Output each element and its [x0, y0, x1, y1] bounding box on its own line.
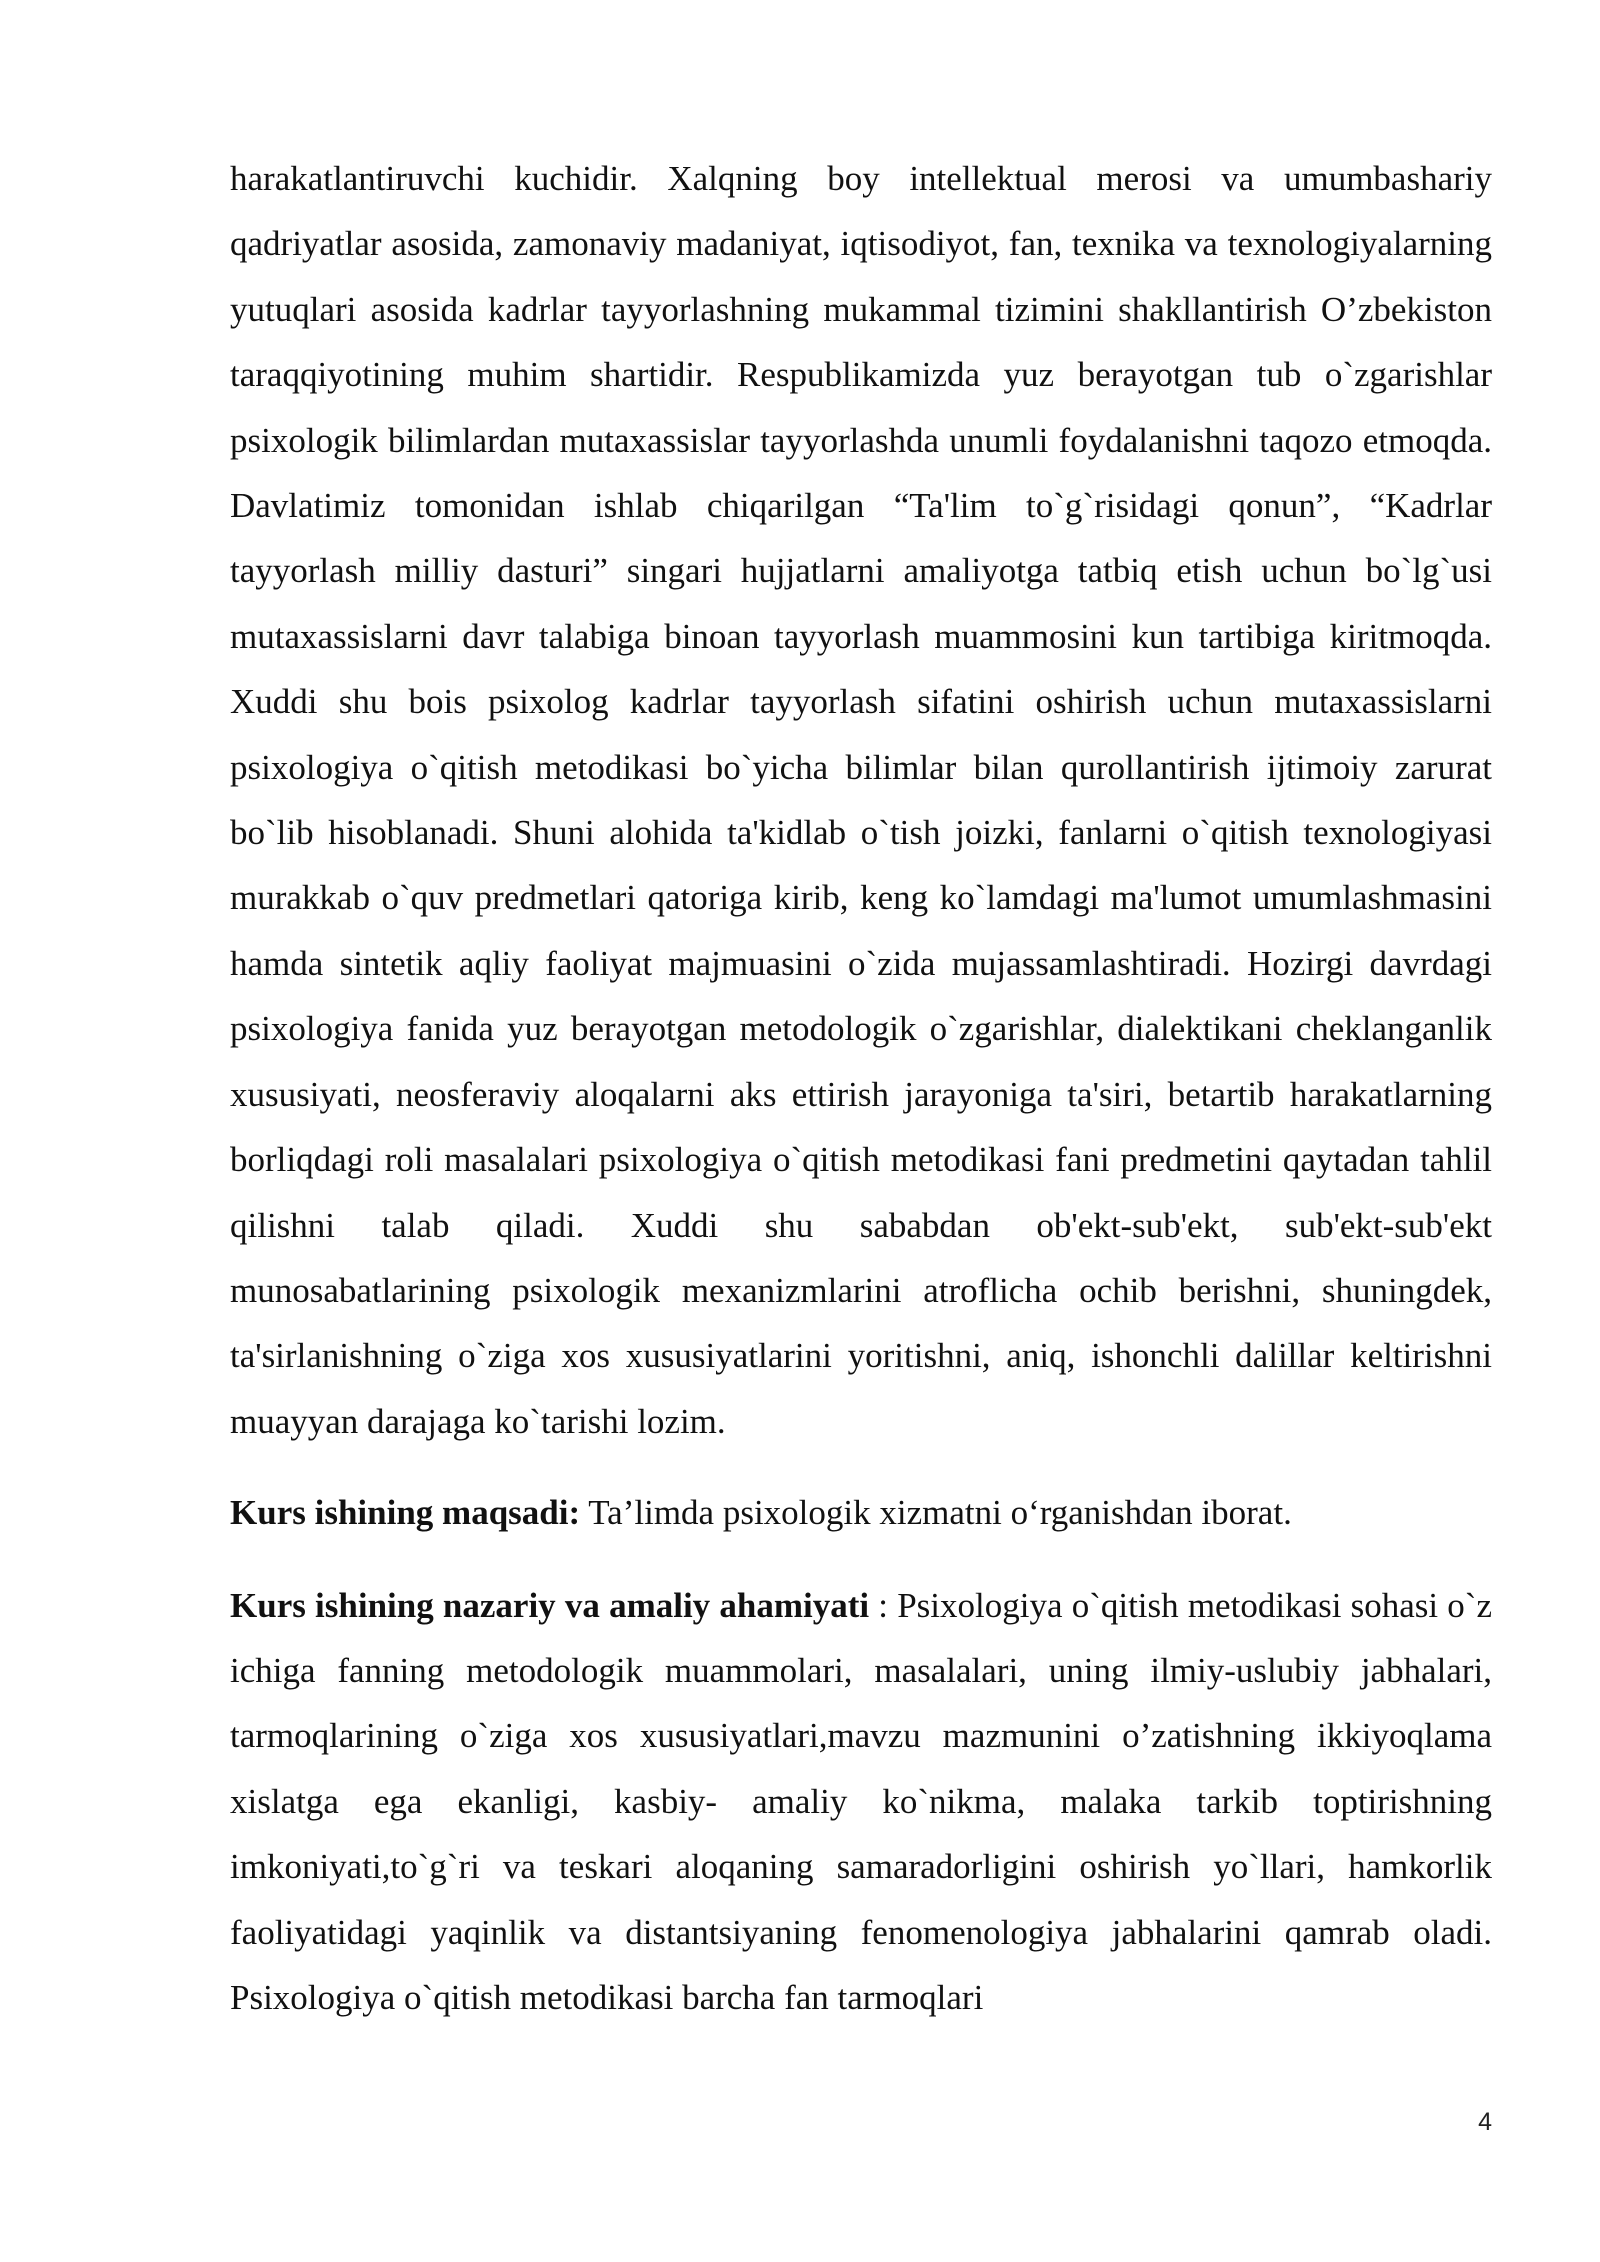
course-goal-paragraph: [230, 1480, 1492, 1545]
course-goal-heading: Kurs ishining maqsadi:: [230, 1493, 581, 1533]
intro-paragraph: [230, 146, 1492, 1454]
page-number: 4: [1478, 2108, 1492, 2136]
intro-paragraph-text: harakatlantiruvchi kuchidir. Xalqning boy intellektual merosi va umumbashariy qadriyatlar asosida, zamonaviy madaniyat, iqtisodiyot, fan, texnika va texnologiyalarning yutuqlari asosida kadrlar tayyorlashning mukammal tizimini shakllantirish O’zbekiston taraqqiyotining muhim shartidir. Respublikamizda yuz berayotgan tub o`zgarishlar psixologik bilimlardan mutaxassislar tayyorlashda unumli foydalanishni taqozo etmoqda. Davlatimiz tomonidan ishlab chiqarilgan “Ta'lim to`g`risidagi qonun”, “Kadrlar tayyorlash milliy dasturi” singari hujjatlarni amaliyotga tatbiq etish uchun bo`lg`usi mutaxassislarni davr talabiga binoan tayyorlash muammosini kun tartibiga kiritmoqda. Xuddi shu bois psixolog kadrlar tayyorlash sifatini oshirish uchun mutaxassislarni psixologiya o`qitish metodikasi bo`yicha bilimlar bilan qurollantirish ijtimoiy zarurat bo`lib hisoblanadi. Shuni alohida ta'kidlab o`tish joizki, fanlarni o`qitish texnologiyasi murakkab o`quv predmetlari qatoriga kirib, keng ko`lamdagi ma'lumot umumlashmasini hamda sintetik aqliy faoliyat majmuasini o`zida mujassamlashtiradi. Hozirgi davrdagi psixologiya fanida yuz berayotgan metodologik o`zgarishlar, dialektikani cheklanganlik xususiyati, neosferaviy aloqalarni aks ettirish jarayoniga ta'siri, betartib harakatlarning borliqdagi roli masalalari psixologiya o`qitish metodikasi fani predmetini qaytadan tahlil qilishni talab qiladi. Xuddi shu sababdan ob'ekt-sub'ekt, sub'ekt-sub'ekt munosabatlarining psixologik mexanizmlarini atroflicha ochib berishni, shuningdek, ta'sirlanishning o`ziga xos xususiyatlarini yoritishni, aniq, ishonchli dalillar keltirishni muayyan darajaga ko`tarishi lozim.: [230, 159, 1492, 1441]
course-significance-heading: Kurs ishining nazariy va amaliy ahamiyati: [230, 1585, 870, 1625]
document-body: [230, 146, 1492, 2030]
course-goal-text: Ta’limda psixologik xizmatni o‘rganishdan iborat.: [580, 1493, 1292, 1533]
course-significance-paragraph: [230, 1573, 1492, 2031]
course-significance-text: : Psixologiya o`qitish metodikasi sohasi o`z ichiga fanning metodologik muammolari, masalalari, uning ilmiy-uslubiy jabhalari, tarmoqlarining o`ziga xos xususiyatlari,mavzu mazmunini o’zatishning ikkiyoqlama xislatga ega ekanligi, kasbiy- amaliy ko`nikma, malaka tarkib toptirishning imkoniyati,to`g`ri va teskari aloqaning samaradorligini oshirish yo`llari, hamkorlik faoliyatidagi yaqinlik va distantsiyaning fenomenologiya jabhalarini qamrab oladi. Psixologiya o`qitish metodikasi barcha fan tarmoqlari: [230, 1585, 1492, 2017]
